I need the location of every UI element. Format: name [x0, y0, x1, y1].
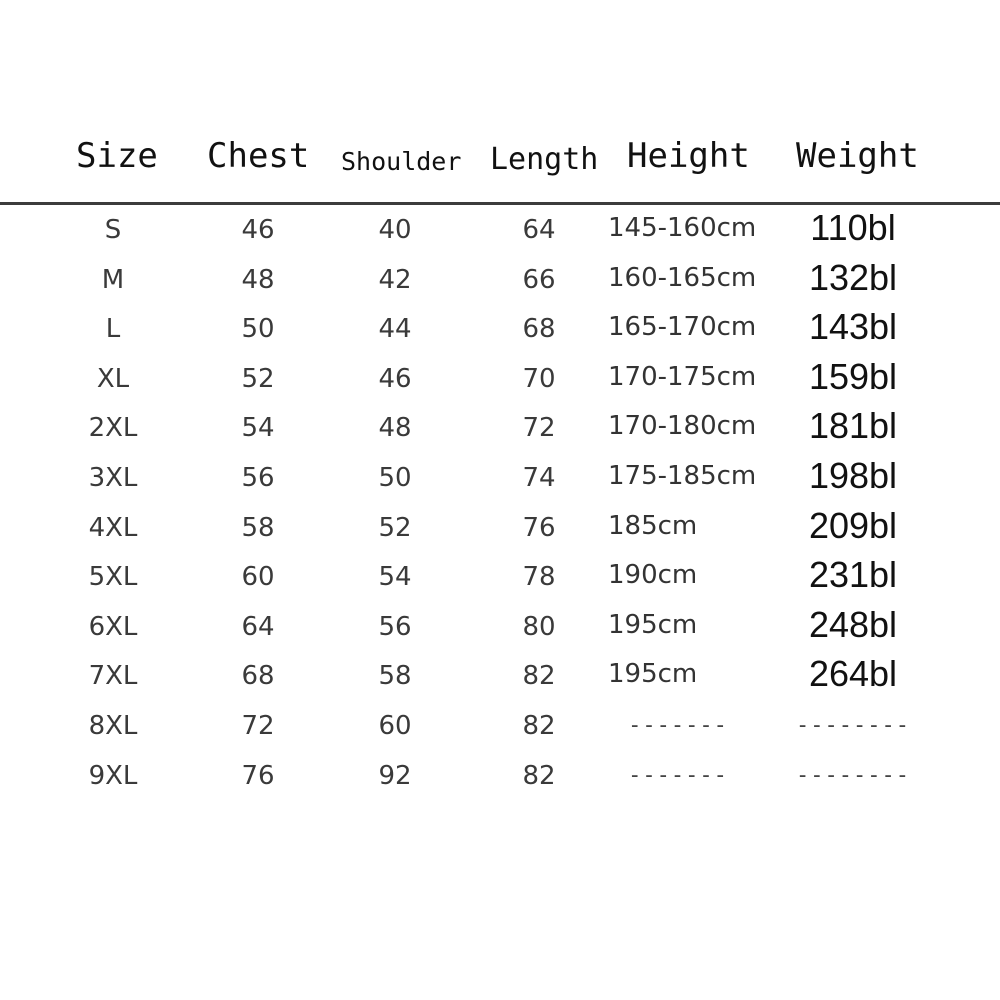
cell-weight: 198bl: [808, 454, 898, 496]
table-row: [0, 455, 1000, 505]
cell-length: 82: [522, 661, 556, 692]
header-weight: Weight: [796, 136, 919, 176]
cell-weight: 264bl: [808, 653, 898, 695]
cell-shoulder: 48: [378, 413, 412, 444]
cell-length: 66: [522, 264, 556, 295]
cell-shoulder: 46: [378, 363, 412, 394]
cell-shoulder: 54: [378, 562, 412, 593]
cell-shoulder: 44: [378, 314, 412, 345]
cell-weight: 248bl: [808, 603, 898, 645]
cell-chest: 64: [241, 611, 275, 642]
cell-chest: 56: [241, 462, 275, 493]
cell-size: 5XL: [88, 562, 138, 593]
cell-shoulder: 92: [378, 760, 412, 791]
cell-size: 8XL: [88, 710, 138, 741]
cell-height: 170-175cm: [608, 361, 757, 392]
cell-shoulder: 60: [378, 710, 412, 741]
cell-length: 78: [522, 562, 556, 593]
header-shoulder: Shoulder: [341, 147, 462, 176]
cell-weight: 209bl: [808, 504, 898, 546]
cell-shoulder: 40: [378, 215, 412, 245]
cell-height: -------: [628, 762, 728, 788]
cell-chest: 60: [241, 562, 275, 593]
cell-length: 70: [522, 363, 556, 394]
cell-chest: 50: [241, 314, 275, 345]
table-header: [0, 130, 1000, 190]
cell-size: 4XL: [88, 512, 138, 543]
cell-size: M: [101, 264, 125, 295]
cell-chest: 54: [241, 413, 275, 444]
cell-length: 82: [522, 760, 556, 791]
header-size: Size: [76, 136, 158, 176]
cell-height: 165-170cm: [608, 312, 757, 343]
cell-shoulder: 42: [378, 264, 412, 295]
table-row: [0, 703, 1000, 753]
cell-length: 68: [522, 314, 556, 345]
cell-size: XL: [96, 363, 130, 394]
cell-size: 2XL: [88, 413, 138, 444]
cell-shoulder: 50: [378, 462, 412, 493]
cell-weight: 143bl: [808, 306, 898, 348]
cell-weight: 110bl: [810, 207, 896, 248]
header-height: Height: [627, 136, 750, 176]
table-row: [0, 257, 1000, 307]
cell-chest: 52: [241, 363, 275, 394]
cell-chest: 48: [241, 264, 275, 295]
cell-height: 175-185cm: [608, 460, 757, 491]
cell-height: 170-180cm: [608, 411, 757, 442]
header-chest: Chest: [207, 136, 310, 176]
cell-length: 82: [522, 710, 556, 741]
cell-weight: 159bl: [808, 355, 898, 397]
table-row: [0, 405, 1000, 455]
cell-shoulder: 56: [378, 611, 412, 642]
cell-height: 195cm: [608, 659, 698, 690]
header-divider: [0, 202, 1000, 205]
cell-size: 9XL: [88, 760, 138, 791]
cell-length: 76: [522, 512, 556, 543]
cell-chest: 76: [241, 760, 275, 791]
table-row: [0, 753, 1000, 803]
cell-height: 185cm: [608, 510, 698, 541]
table-row: [0, 653, 1000, 703]
cell-shoulder: 58: [378, 661, 412, 692]
cell-weight: 181bl: [808, 405, 898, 447]
table-row: [0, 505, 1000, 555]
cell-weight: 132bl: [808, 256, 898, 298]
cell-weight: --------: [796, 712, 910, 738]
table-row: [0, 356, 1000, 406]
header-length: Length: [490, 142, 599, 177]
table-row: [0, 306, 1000, 356]
cell-size: 3XL: [88, 462, 138, 493]
cell-size: 6XL: [88, 611, 138, 642]
cell-height: 190cm: [608, 560, 698, 591]
cell-height: 160-165cm: [608, 262, 757, 293]
cell-chest: 72: [241, 710, 275, 741]
cell-length: 74: [522, 462, 556, 493]
cell-size: 7XL: [88, 661, 138, 692]
cell-length: 72: [522, 413, 556, 444]
cell-weight: 231bl: [808, 554, 898, 596]
cell-shoulder: 52: [378, 512, 412, 543]
cell-chest: 46: [241, 215, 275, 245]
cell-height: -------: [628, 712, 728, 738]
cell-height: 195cm: [608, 609, 698, 640]
cell-weight: --------: [796, 762, 910, 788]
cell-size: L: [105, 314, 121, 345]
table-row: [0, 554, 1000, 604]
cell-length: 80: [522, 611, 556, 642]
table-row: [0, 604, 1000, 654]
cell-chest: 58: [241, 512, 275, 543]
cell-chest: 68: [241, 661, 275, 692]
table-row: [0, 207, 1000, 257]
cell-length: 64: [522, 215, 556, 245]
cell-height: 145-160cm: [608, 213, 757, 243]
table-body: [0, 207, 1000, 802]
cell-size: S: [104, 215, 122, 245]
